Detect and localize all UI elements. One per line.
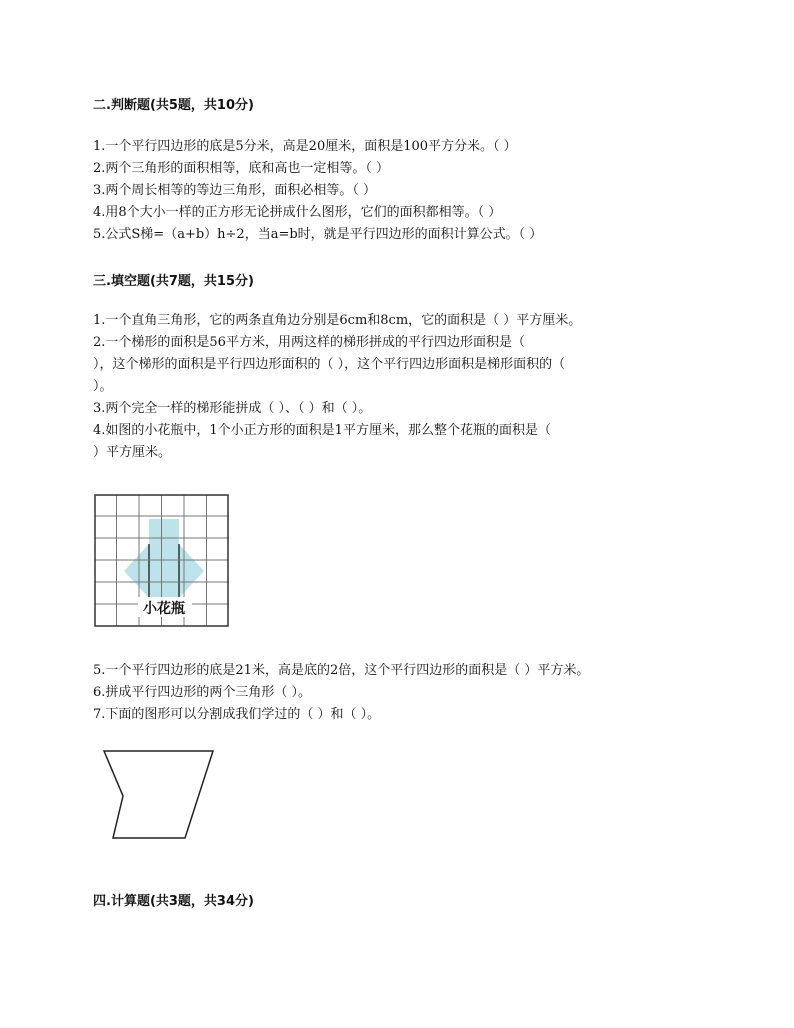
- judge-question-3: 3.两个周长相等的等边三角形，面积必相等。（ ）: [93, 183, 377, 198]
- arrow-notch-shape-figure: [103, 750, 219, 842]
- notched-parallelogram: [104, 751, 213, 838]
- section-2-heading: 二.判断题(共5题，共10分): [93, 98, 254, 113]
- judge-question-4: 4.用8个大小一样的正方形无论拼成什么图形，它们的面积都相等。（ ）: [93, 205, 502, 220]
- fill-question-6: 6.拼成平行四边形的两个三角形（ ）。: [93, 685, 312, 700]
- section-3-heading: 三.填空题(共7题，共15分): [93, 274, 254, 289]
- fill-question-5: 5.一个平行四边形的底是21米，高是底的2倍，这个平行四边形的面积是（ ）平方米。: [93, 663, 590, 678]
- judge-question-2: 2.两个三角形的面积相等，底和高也一定相等。（ ）: [93, 161, 390, 176]
- vase-grid-figure: [94, 494, 230, 628]
- fill-question-4-line-1: 4.如图的小花瓶中，1个小正方形的面积是1平方厘米，那么整个花瓶的面积是（: [93, 423, 551, 438]
- fill-question-4-line-2: ）平方厘米。: [93, 445, 172, 460]
- fill-question-1: 1.一个直角三角形，它的两条直角边分别是6cm和8cm，它的面积是（ ）平方厘米。: [93, 313, 582, 328]
- fill-question-7: 7.下面的图形可以分割成我们学过的（ ）和（ ）。: [93, 707, 381, 722]
- vase-label: 小花瓶: [143, 601, 185, 617]
- fill-question-2-line-2: ），这个梯形的面积是平行四边形面积的（ ），这个平行四边形面积是梯形面积的（: [93, 357, 566, 372]
- vase-shape: [124, 519, 204, 598]
- fill-question-2-line-1: 2.一个梯形的面积是56平方米，用两这样的梯形拼成的平行四边形面积是（: [93, 335, 525, 350]
- judge-question-1: 1.一个平行四边形的底是5分米，高是20厘米，面积是100平方分米。（ ）: [93, 139, 517, 154]
- section-4-heading: 四.计算题(共3题，共34分): [93, 894, 254, 909]
- fill-question-2-line-3: ）。: [93, 379, 113, 394]
- fill-question-3: 3.两个完全一样的梯形能拼成（ ）、（ ）和（ ）。: [93, 401, 372, 416]
- judge-question-5: 5.公式S梯=（a+b）h÷2，当a=b时，就是平行四边形的面积计算公式。（ ）: [93, 227, 543, 242]
